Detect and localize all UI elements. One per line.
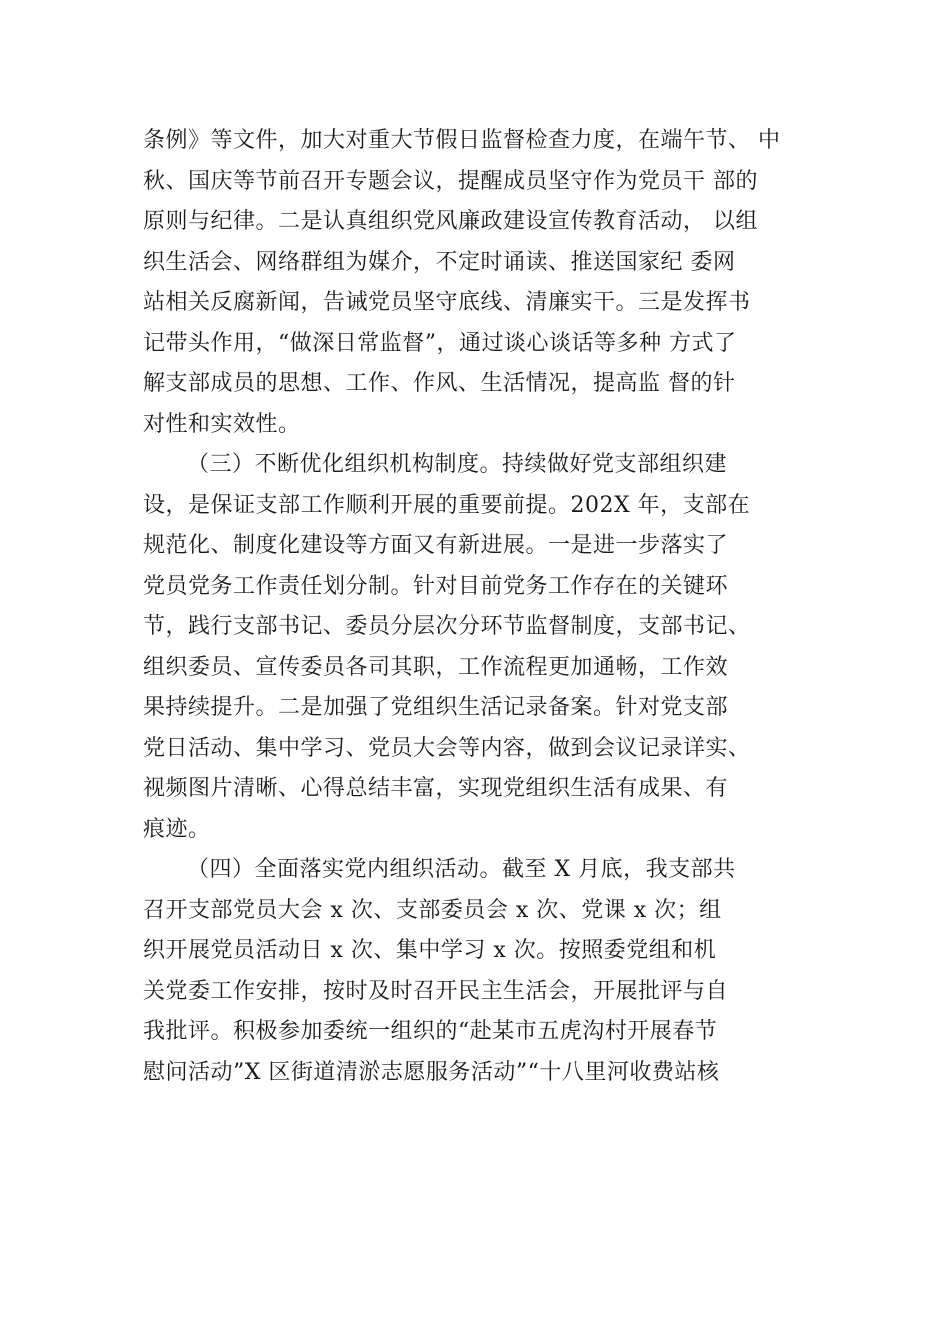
text-line: 视频图片清晰、心得总结丰富，实现党组织生活有成果、有 (143, 776, 729, 801)
text-line: （三）不断优化组织机构制度。持续做好党支部组织建 (187, 452, 728, 477)
paragraph-1 (143, 121, 813, 445)
text-line: 痕迹。 (143, 816, 211, 842)
text-line: 我批评。积极参加委统一组织的“赴某市五虎沟村开展春节 (143, 1019, 718, 1044)
paragraph-2 (143, 445, 813, 850)
text-line: 党日活动、集中学习、党员大会等内容，做到会议记录详实、 (143, 735, 751, 761)
text-line: （四）全面落实党内组织活动。截至 X 月底，我支部共 (187, 857, 736, 882)
text-line: 召开支部党员大会 x 次、支部委员会 x 次、党课 x 次；组 (143, 897, 722, 923)
text-line: 原则与纪律。二是认真组织党风廉政建设宣传教育活动， 以组 (143, 209, 758, 234)
text-line: 设，是保证支部工作顺利开展的重要前提。202X 年，支部在 (143, 492, 751, 518)
text-line: 党员党务工作责任划分制。针对目前党务工作存在的关键环 (143, 573, 729, 599)
text-line: 织开展党员活动日 x 次、集中学习 x 次。按照委党组和机 (143, 938, 717, 963)
paragraph-3 (143, 850, 813, 1093)
text-line: 织生活会、网络群组为媒介，不定时诵读、推送国家纪 委网 (143, 249, 736, 275)
text-line: 对性和实效性。 (143, 411, 301, 437)
text-line: 站相关反腐新闻，告诫党员坚守底线、清廉实干。三是发挥书 (143, 290, 751, 315)
text-line: 果持续提升。二是加强了党组织生活记录备案。针对党支部 (143, 695, 729, 720)
text-line: 条例》等文件，加大对重大节假日监督检查力度，在端午节、 中 (143, 128, 781, 153)
text-line: 秋、国庆等节前召开专题会议，提醒成员坚守作为党员干 部的 (143, 168, 758, 194)
text-line: 慰问活动”X 区街道清淤志愿服务活动”“十八里河收费站核 (143, 1059, 720, 1085)
text-line: 记带头作用，“做深日常监督”，通过谈心谈话等多种 方式了 (143, 330, 737, 356)
text-line: 解支部成员的思想、工作、作风、生活情况，提高监 督的针 (143, 371, 736, 396)
text-line: 组织委员、宣传委员各司其职，工作流程更加通畅，工作效 (143, 654, 729, 680)
text-line: 节，践行支部书记、委员分层次分环节监督制度，支部书记、 (143, 614, 751, 639)
text-line: 关党委工作安排，按时及时召开民主生活会，开展批评与自 (143, 978, 729, 1004)
text-line: 规范化、制度化建设等方面又有新进展。一是进一步落实了 (143, 533, 729, 558)
document-body (143, 121, 813, 1093)
